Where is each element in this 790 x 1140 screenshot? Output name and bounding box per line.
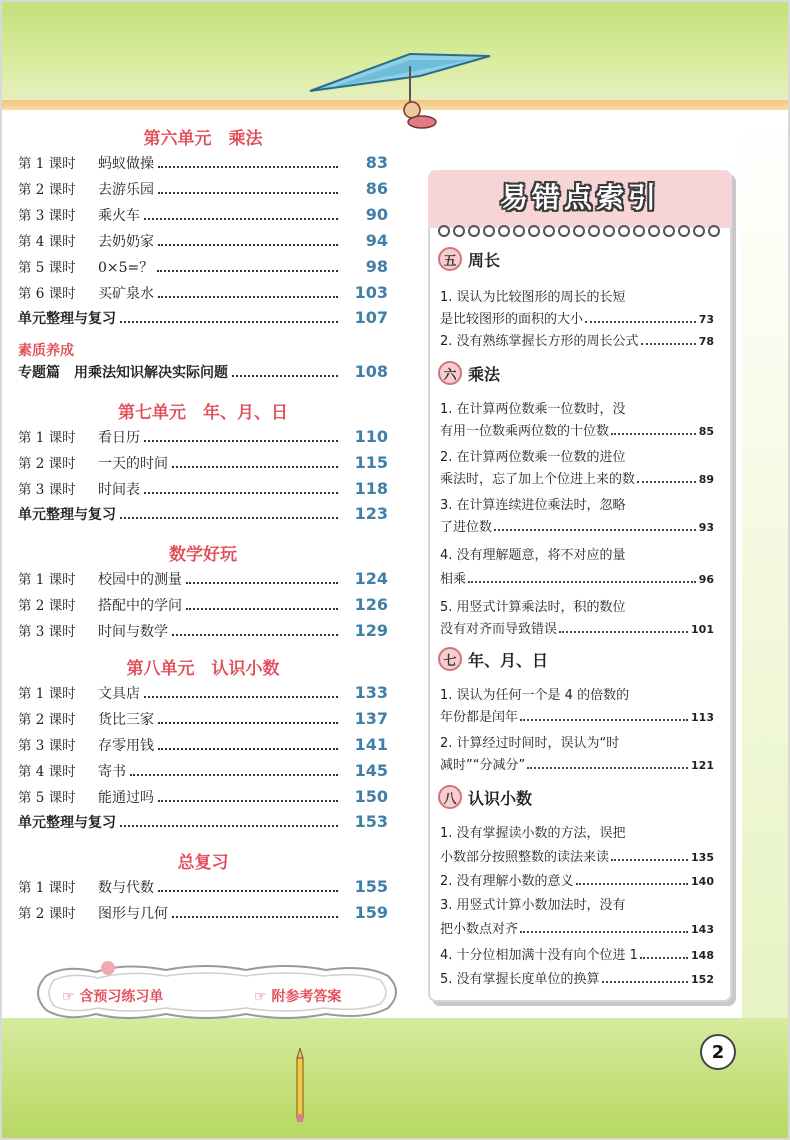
index-line[interactable] (440, 398, 714, 422)
leader-dots (520, 719, 688, 721)
lesson-title: 图形与几何 (98, 906, 168, 922)
leader-dots (144, 218, 338, 220)
lesson-number: 第 3 课时 (18, 482, 76, 498)
lesson-number: 第 1 课时 (18, 572, 76, 588)
page-number: 108 (354, 362, 388, 381)
index-line[interactable] (440, 846, 714, 870)
toc-row[interactable] (18, 682, 388, 706)
lesson-title: 去游乐园 (98, 182, 154, 198)
toc-row[interactable] (18, 426, 388, 450)
line-text: 了进位数 (440, 520, 493, 535)
page-number: 126 (354, 595, 388, 614)
leader-dots (232, 375, 338, 377)
section-badge: 六 (438, 361, 462, 385)
toc-row[interactable] (18, 178, 388, 202)
lesson-number: 第 3 课时 (18, 624, 76, 640)
toc-row[interactable] (18, 230, 388, 254)
index-section-perimeter (438, 246, 500, 272)
lesson-number: 第 3 课时 (18, 738, 76, 754)
hang-glider-illustration (300, 46, 500, 136)
spiral-binding (438, 222, 728, 240)
leader-dots (158, 800, 338, 802)
page-number: 155 (354, 877, 388, 896)
lesson-title: 搭配中的学问 (98, 598, 182, 614)
unit6-heading: 第六单元 乘法 (143, 129, 263, 149)
section-name: 认识小数 (468, 788, 533, 808)
index-line[interactable] (440, 706, 714, 730)
lesson-number: 第 1 课时 (18, 430, 76, 446)
page-number: 137 (354, 709, 388, 728)
line-page: 148 (691, 949, 714, 962)
leader-dots (144, 696, 338, 698)
page-number: 159 (354, 903, 388, 922)
toc-row[interactable] (18, 478, 388, 502)
line-text: 小数部分按照整数的读法来读 (440, 850, 610, 865)
line-text: 5. 没有掌握长度单位的换算 (440, 972, 600, 987)
line-page: 135 (691, 851, 714, 864)
leader-dots (527, 767, 688, 769)
answer-key-text: 附参考答案 (271, 989, 342, 1005)
page-number: 110 (354, 427, 388, 446)
preview-worksheet-text: 含预习练习单 (79, 989, 164, 1005)
leader-dots (144, 440, 338, 442)
index-line[interactable] (440, 568, 714, 592)
index-line[interactable] (440, 286, 714, 310)
lesson-title: 乘火车 (98, 208, 140, 224)
lesson-title: 看日历 (98, 430, 140, 446)
line-text: 有用一位数乘两位数的十位数 (440, 424, 610, 439)
page-number: 98 (365, 257, 388, 276)
lesson-number: 第 5 课时 (18, 260, 76, 276)
right-gradient-band (742, 110, 790, 1018)
line-text: 1. 误认为任何一个是 4 的倍数的 (440, 688, 630, 703)
page-number: 115 (354, 453, 388, 472)
line-page: 140 (691, 875, 714, 888)
leader-dots (158, 296, 338, 298)
leader-dots (172, 634, 338, 636)
line-page: 101 (691, 623, 714, 636)
leader-dots (637, 481, 696, 483)
index-line[interactable] (440, 944, 714, 968)
leader-dots (157, 270, 338, 272)
line-page: 152 (691, 973, 714, 986)
toc-row[interactable] (18, 760, 388, 784)
lesson-title: 时间与数学 (98, 624, 168, 640)
index-line[interactable] (440, 822, 714, 846)
leader-dots (158, 748, 338, 750)
index-line[interactable] (440, 754, 714, 778)
leader-dots (602, 981, 688, 983)
index-line[interactable] (440, 684, 714, 708)
index-line[interactable] (440, 870, 714, 894)
bottom-grass-band (0, 1018, 790, 1140)
lesson-number: 第 2 课时 (18, 182, 76, 198)
lesson-title: 文具店 (98, 686, 140, 702)
leader-dots (120, 825, 338, 827)
lesson-number: 第 3 课时 (18, 208, 76, 224)
page-number: 103 (354, 283, 388, 302)
page-number: 153 (354, 812, 388, 831)
toc-row[interactable] (18, 152, 388, 176)
lesson-title: 货比三家 (98, 712, 154, 728)
line-text: 1. 没有掌握读小数的方法，误把 (440, 826, 626, 841)
page-number-badge: 2 (700, 1034, 736, 1070)
page-number: 90 (365, 205, 388, 224)
lesson-title: 一天的时间 (98, 456, 168, 472)
lesson-title: 时间表 (98, 482, 140, 498)
line-text: 减时”“分减分” (440, 758, 526, 773)
lesson-title: 0×5=？ (98, 260, 154, 276)
answer-key-label: ☞ 附参考答案 (254, 989, 342, 1005)
lesson-number: 第 2 课时 (18, 456, 76, 472)
line-page: 121 (691, 759, 714, 772)
leader-dots (494, 529, 696, 531)
leader-dots (158, 722, 338, 724)
index-line[interactable] (440, 894, 714, 918)
section-name: 年、月、日 (468, 650, 549, 670)
lesson-title: 校园中的测量 (98, 572, 182, 588)
leader-dots (120, 321, 338, 323)
index-line[interactable] (440, 516, 714, 540)
review-title: 单元整理与复习 (18, 311, 116, 327)
line-text: 4. 十分位相加满十没有向个位进 1 (440, 948, 638, 963)
lesson-number: 第 6 课时 (18, 286, 76, 302)
final-review-heading: 总复习 (177, 853, 229, 873)
page-number: 107 (354, 308, 388, 327)
page-number: 94 (365, 231, 388, 250)
line-page: 93 (698, 521, 714, 534)
line-text: 2. 计算经过时间时，误认为“时 (440, 736, 620, 751)
index-section-decimals (438, 784, 532, 810)
line-text: 2. 没有熟练掌握长方形的周长公式 (440, 334, 639, 349)
toc-row[interactable] (18, 620, 388, 644)
line-text: 把小数点对齐 (440, 922, 519, 937)
review-title: 单元整理与复习 (18, 815, 116, 831)
index-line[interactable] (440, 308, 714, 332)
leader-dots (158, 166, 338, 168)
toc-row[interactable] (18, 902, 388, 926)
toc-review-row[interactable] (18, 504, 388, 528)
line-text: 2. 在计算两位数乘一位数的进位 (440, 450, 626, 465)
line-text: 没有对齐而导致错误 (440, 622, 558, 637)
leader-dots (559, 631, 688, 633)
leader-dots (158, 244, 338, 246)
unit8-heading: 第八单元 认识小数 (126, 659, 280, 679)
page-number: 145 (354, 761, 388, 780)
page-number: 118 (354, 479, 388, 498)
leader-dots (186, 608, 338, 610)
line-text: 3. 在计算连续进位乘法时，忽略 (440, 498, 626, 513)
preview-worksheet-label: ☞ 含预习练习单 (62, 989, 164, 1005)
toc-row[interactable] (18, 734, 388, 758)
lesson-title: 寄书 (98, 764, 126, 780)
page-number: 123 (354, 504, 388, 523)
lesson-number: 第 4 课时 (18, 234, 76, 250)
toc-row[interactable] (18, 282, 388, 306)
index-line[interactable] (440, 420, 714, 444)
leader-dots (468, 581, 696, 583)
index-line[interactable] (440, 918, 714, 942)
section-badge: 五 (438, 247, 462, 271)
fun-heading: 数学好玩 (169, 545, 237, 565)
lesson-number: 第 2 课时 (18, 712, 76, 728)
page-number: 150 (354, 787, 388, 806)
leader-dots (158, 890, 338, 892)
leader-dots (611, 433, 696, 435)
leader-dots (130, 774, 338, 776)
leader-dots (585, 321, 696, 323)
toc-row[interactable] (18, 256, 388, 280)
lesson-title: 买矿泉水 (98, 286, 154, 302)
line-text: 是比较图形的面积的大小 (440, 312, 584, 327)
line-text: 5. 用竖式计算乘法时，积的数位 (440, 600, 626, 615)
lesson-number: 第 2 课时 (18, 906, 76, 922)
index-section-calendar (438, 646, 548, 672)
toc-review-row[interactable] (18, 812, 388, 836)
index-line[interactable] (440, 544, 714, 568)
line-text: 年份都是闰年 (440, 710, 519, 725)
leader-dots (520, 931, 688, 933)
leader-dots (120, 517, 338, 519)
page-number: 86 (365, 179, 388, 198)
line-text: 3. 用竖式计算小数加法时，没有 (440, 898, 626, 913)
index-line[interactable] (440, 330, 714, 354)
line-text: 1. 误认为比较图形的周长的长短 (440, 290, 626, 305)
literacy-tag: 素质养成 (18, 343, 74, 359)
lesson-title: 存零用钱 (98, 738, 154, 754)
toc-row[interactable] (18, 708, 388, 732)
section-name: 乘法 (468, 364, 501, 384)
section-badge: 八 (438, 785, 462, 809)
special-title: 专题篇 用乘法知识解决实际问题 (18, 365, 228, 381)
lesson-title: 去奶奶家 (98, 234, 154, 250)
lesson-number: 第 4 课时 (18, 764, 76, 780)
leader-dots (640, 957, 688, 959)
line-text: 相乘 (440, 572, 467, 587)
pencil-illustration (290, 1048, 310, 1128)
leader-dots (144, 492, 338, 494)
line-text: 1. 在计算两位数乘一位数时，没 (440, 402, 626, 417)
toc-row[interactable] (18, 204, 388, 228)
line-page: 96 (698, 573, 714, 586)
section-badge: 七 (438, 647, 462, 671)
toc-review-row[interactable] (18, 308, 388, 332)
leader-dots (611, 859, 688, 861)
toc-row[interactable] (18, 876, 388, 900)
page-number: 141 (354, 735, 388, 754)
index-line[interactable] (440, 732, 714, 756)
index-line[interactable] (440, 968, 714, 992)
error-index-title: 易错点索引 (499, 181, 660, 214)
leader-dots (186, 582, 338, 584)
index-line[interactable] (440, 618, 714, 642)
page-number: 133 (354, 683, 388, 702)
leader-dots (641, 343, 696, 345)
lesson-title: 蚂蚁做操 (98, 156, 154, 172)
page-number: 129 (354, 621, 388, 640)
lesson-number: 第 2 课时 (18, 598, 76, 614)
page-number: 83 (365, 153, 388, 172)
leader-dots (172, 916, 338, 918)
lesson-title: 数与代数 (98, 880, 154, 896)
review-title: 单元整理与复习 (18, 507, 116, 523)
index-line[interactable] (440, 596, 714, 620)
lesson-number: 第 1 课时 (18, 156, 76, 172)
lesson-title: 能通过吗 (98, 790, 154, 806)
line-page: 143 (691, 923, 714, 936)
line-page: 85 (698, 425, 714, 438)
section-name: 周长 (468, 250, 501, 270)
leader-dots (158, 192, 338, 194)
line-page: 89 (698, 473, 714, 486)
line-text: 乘法时，忘了加上个位进上来的数 (440, 472, 636, 487)
lesson-number: 第 1 课时 (18, 686, 76, 702)
toc-row[interactable] (18, 452, 388, 476)
line-page: 78 (698, 335, 714, 348)
toc-row[interactable] (18, 786, 388, 810)
leader-dots (576, 883, 688, 885)
lesson-number: 第 5 课时 (18, 790, 76, 806)
toc-special-row[interactable] (18, 362, 388, 386)
page-number: 124 (354, 569, 388, 588)
lesson-number: 第 1 课时 (18, 880, 76, 896)
index-line[interactable] (440, 446, 714, 470)
index-section-multiplication (438, 360, 500, 386)
line-text: 4. 没有理解题意，将不对应的量 (440, 548, 626, 563)
line-page: 113 (691, 711, 714, 724)
toc-row[interactable] (18, 568, 388, 592)
toc-row[interactable] (18, 594, 388, 618)
line-page: 73 (698, 313, 714, 326)
index-line[interactable] (440, 468, 714, 492)
line-text: 2. 没有理解小数的意义 (440, 874, 574, 889)
unit7-heading: 第七单元 年、月、日 (118, 403, 288, 423)
leader-dots (172, 466, 338, 468)
index-line[interactable] (440, 494, 714, 518)
